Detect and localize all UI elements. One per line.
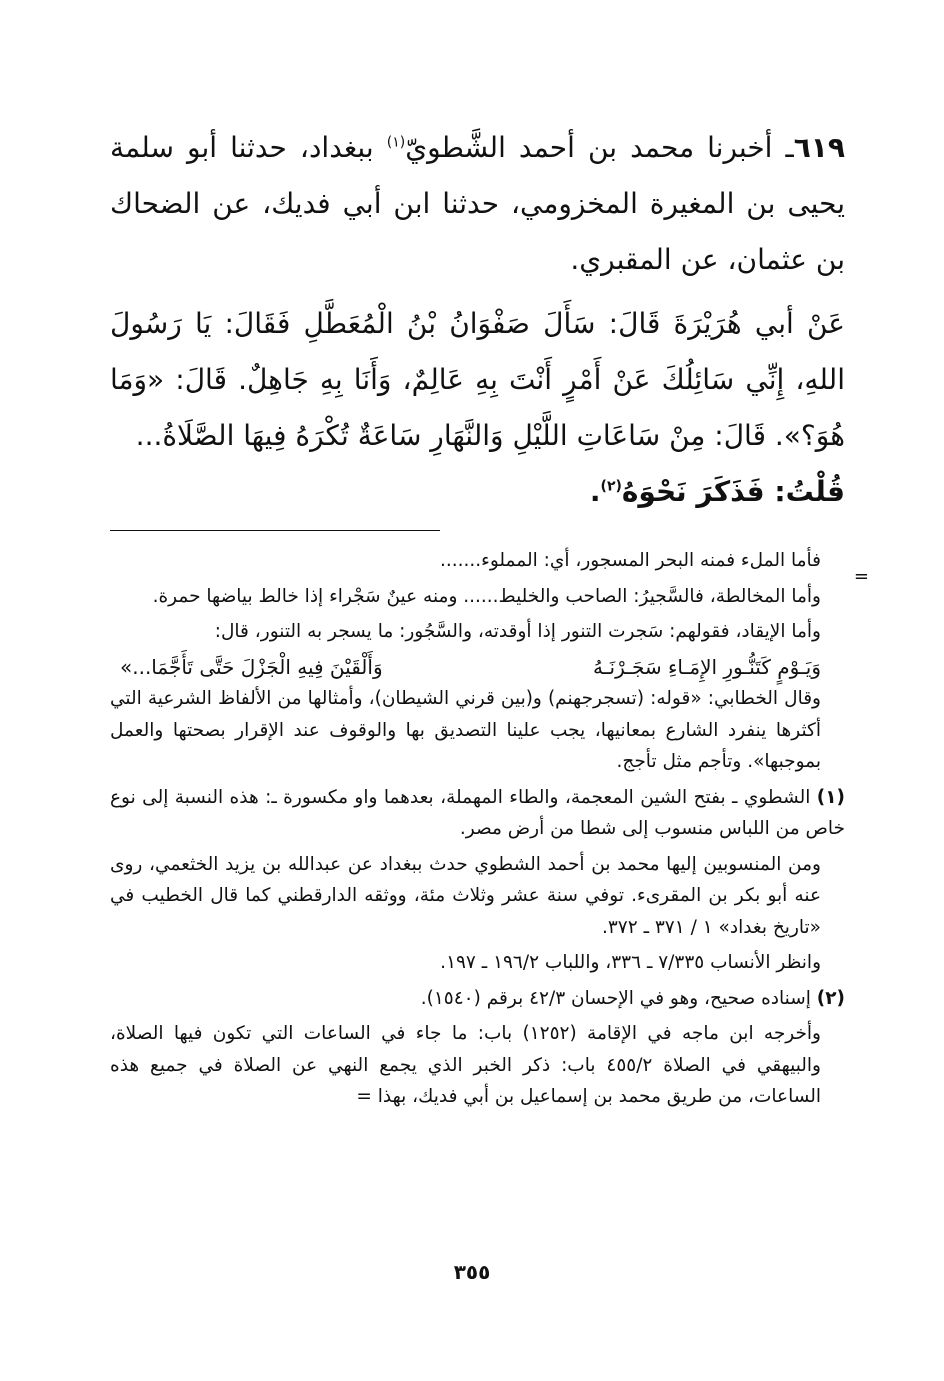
footnote-divider xyxy=(110,530,440,531)
isnad xyxy=(110,120,845,288)
footnote-ref-2[interactable]: (٢) xyxy=(600,478,622,495)
verse-hemistich-2: وَأَلْقَيْنَ فِيهِ الْجَزْلَ حَتَّى تَأَجَّمَا...» xyxy=(120,654,383,679)
note-paragraph: وأما المخالطة، فالسَّجيرُ: الصاحب والخليط...... ومنه عينٌ سَجْراء إذا خالط بياضها حمرة. xyxy=(152,585,821,607)
footnote-2-text: إسناده صحيح، وهو في الإحسان ٤٢/٣ برقم (١٥٤٠). xyxy=(420,987,817,1009)
footnote-1-cont: ومن المنسوبين إليها محمد بن أحمد الشطوي حدث ببغداد عن عبدالله بن يزيد الخثعمي، روى عنه أبو بكر بن المقرىء. توفي سنة عشر وثلاث مئة، ووثقه الدارقطني كما قال الخطيب في «تاريخ بغداد» ١ / ٣٧١ ـ ٣٧٢. xyxy=(110,853,821,938)
page-body xyxy=(110,120,869,1107)
qult-end: . xyxy=(589,475,601,508)
isnad-text-b: ببغداد، حدثنا أبو سلمة يحيى بن المغيرة المخزومي، حدثنا ابن أبي فديك، عن الضحاك بن عثمان، عن المقبري. xyxy=(110,131,845,276)
footnote-1 xyxy=(110,782,845,845)
footnote-1-text: الشطوي ـ بفتح الشين المعجمة، والطاء المهملة، بعدهما واو مكسورة ـ: هذه النسبة إلى نوع خاص من اللباس منسوب إلى شطا من أرض مصر. xyxy=(110,786,845,839)
isnad-text-a: ـ أخبرنا محمد بن أحمد الشَّطويّ xyxy=(405,131,794,164)
footnotes xyxy=(110,545,869,1117)
page-number: ٣٥٥ xyxy=(453,1260,491,1284)
continuation-mark: = xyxy=(853,566,869,587)
note-paragraph: فأما الملء فمنه البحر المسجور، أي: المملوء....... xyxy=(440,550,821,571)
footnote-2-number: (٢) xyxy=(816,987,845,1009)
footnote-1-number: (١) xyxy=(816,786,845,808)
footnote-ref-1[interactable]: (١) xyxy=(386,134,406,151)
hadith-matn: عَنْ أبي هُرَيْرَةَ قَالَ: سَأَلَ صَفْوَانُ بْنُ الْمُعَطَّلِ فَقَالَ: يَا رَسُولَ اللهِ، إِنِّي سَائِلُكَ عَنْ أَمْرٍ أَنْتَ بِهِ عَالِمٌ، وَأَنَا بِهِ جَاهِلٌ. قَالَ: «وَمَا هُوَ؟». قَالَ: مِنْ سَاعَاتِ اللَّيْلِ وَالنَّهَارِ سَاعَةٌ تُكْرَهُ فِيهَا الصَّلَاةُ... xyxy=(110,307,845,452)
poetry-verse xyxy=(110,652,845,684)
footnote-2-cont: وأخرجه ابن ماجه في الإقامة (١٢٥٢) باب: ما جاء في الساعات التي تكون فيها الصلاة، والبيهقي في الصلاة ٤٥٥/٢ باب: ذكر الخبر الذي يجمع النهي عن الصلاة في جميع هذه الساعات، من طريق محمد بن إسماعيل بن أبي فديك، بهذا = xyxy=(110,1023,821,1107)
hadith-number: ٦١٩ xyxy=(793,131,845,164)
note-paragraph: وأما الإيقاد، فقولهم: سَجرت التنور إذا أوقدته، والسَّجُور: ما يسجر به التنور، قال: xyxy=(214,621,821,642)
main-text xyxy=(110,120,845,520)
footnote-1-refs: وانظر الأنساب ٧/٣٣٥ ـ ٣٣٦، واللباب ١٩٦/٢ ـ ١٩٧. xyxy=(440,952,821,973)
qult-text: قُلْتُ: فَذَكَرَ نَحْوَهُ xyxy=(621,475,845,508)
footnote-2 xyxy=(110,983,845,1015)
verse-hemistich-1: وَيَـوْمٍ كَتَنُّـورِ الإِمَـاءِ سَجَـرْنَـهُ xyxy=(592,654,821,679)
note-paragraph: وقال الخطابي: «قوله: (تسجرجهنم) و(بين قرني الشيطان)، وأمثالها من الألفاظ الشرعية التي أكثرها ينفرد الشارع بمعانيها، يجب علينا التصديق بها والوقوف عند الإقرار بصحتها والعمل بموجبها». وتأجم مثل تأجج. xyxy=(110,688,821,772)
qult-line xyxy=(110,464,845,520)
